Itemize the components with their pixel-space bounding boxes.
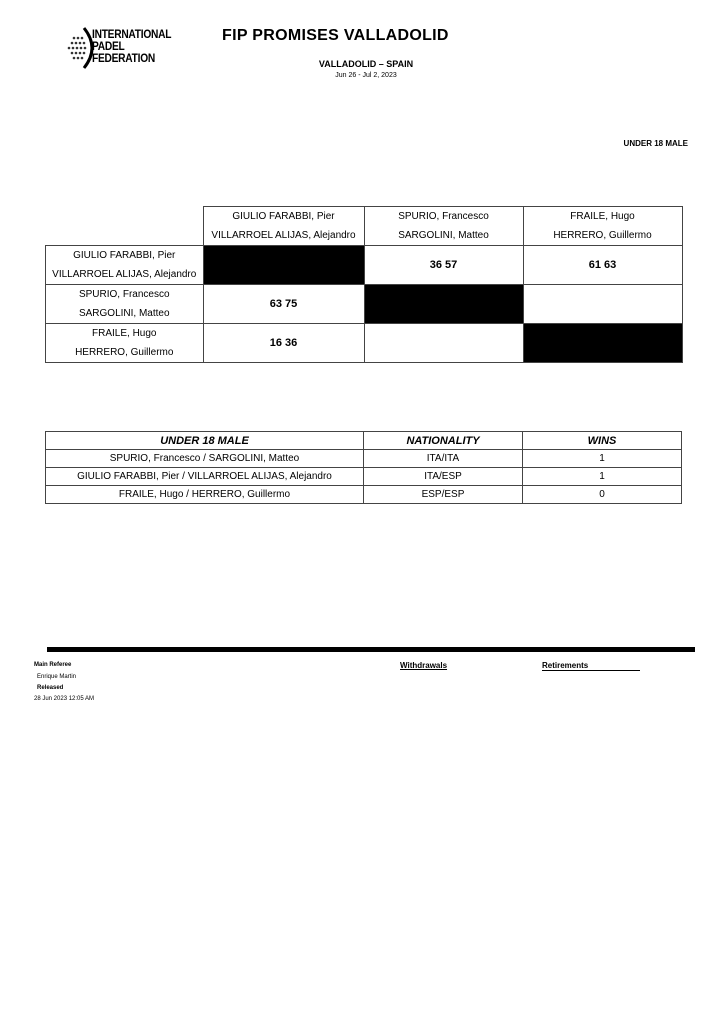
self-cell <box>523 324 682 363</box>
row-team <box>46 246 204 285</box>
score-cell <box>523 285 682 324</box>
wins: 0 <box>523 486 682 504</box>
corner-cell <box>46 207 204 246</box>
standings-table <box>45 431 682 504</box>
wins: 1 <box>523 468 682 486</box>
score-cell: 16 36 <box>203 324 364 363</box>
column-team <box>203 207 364 246</box>
team: GIULIO FARABBI, Pier / VILLARROEL ALIJAS, Alejandro <box>46 468 364 486</box>
referee-name: Enrique Martin <box>37 674 77 680</box>
standings-header <box>46 432 682 450</box>
player: HERRERO, Guillermo <box>75 347 174 358</box>
location: VALLADOLID – SPAIN <box>318 59 414 69</box>
wins: 1 <box>523 450 682 468</box>
score-cell <box>364 324 523 363</box>
org-line: FEDERATION <box>92 51 156 65</box>
dates: Jun 26 - Jul 2, 2023 <box>335 72 397 79</box>
player: FRAILE, Hugo <box>570 211 635 222</box>
team: FRAILE, Hugo / HERRERO, Guillermo <box>46 486 364 504</box>
player: SARGOLINI, Matteo <box>398 230 489 241</box>
nationality: ITA/ITA <box>364 450 523 468</box>
grid-row <box>46 246 683 285</box>
self-cell <box>203 246 364 285</box>
header-wins: WINS <box>523 432 682 450</box>
grid-row <box>46 324 683 363</box>
category-label: UNDER 18 MALE <box>623 139 688 148</box>
nationality: ESP/ESP <box>364 486 523 504</box>
column-team <box>523 207 682 246</box>
row-team <box>46 285 204 324</box>
team: SPURIO, Francesco / SARGOLINI, Matteo <box>46 450 364 468</box>
player: FRAILE, Hugo <box>92 328 157 339</box>
score-cell: 36 57 <box>364 246 523 285</box>
self-cell <box>364 285 523 324</box>
nationality: ITA/ESP <box>364 468 523 486</box>
row-team <box>46 324 204 363</box>
released-time: 28 Jun 2023 12:05 AM <box>34 696 95 702</box>
player: SPURIO, Francesco <box>78 289 170 300</box>
player: SARGOLINI, Matteo <box>78 308 170 319</box>
player: VILLARROEL ALIJAS, Alejandro <box>211 230 356 241</box>
grid-header-row <box>46 207 683 246</box>
header-team: UNDER 18 MALE <box>46 432 364 450</box>
released-label: Released <box>37 685 64 691</box>
column-team <box>364 207 523 246</box>
table-row <box>46 468 682 486</box>
score-cell: 63 75 <box>203 285 364 324</box>
org-line: INTERNATIONAL <box>92 27 172 41</box>
header-nationality: NATIONALITY <box>364 432 523 450</box>
table-row <box>46 486 682 504</box>
score-cell: 61 63 <box>523 246 682 285</box>
tournament-title: FIP PROMISES VALLADOLID <box>222 27 449 44</box>
table-row <box>46 450 682 468</box>
player: GIULIO FARABBI, Pier <box>232 211 335 222</box>
retirements-label: Retirements <box>542 661 640 671</box>
org-line: PADEL <box>92 39 125 53</box>
player: GIULIO FARABBI, Pier <box>73 250 176 261</box>
round-robin-grid <box>45 206 683 363</box>
player: VILLARROEL ALIJAS, Alejandro <box>52 269 197 280</box>
referee-label: Main Referee <box>34 662 72 668</box>
withdrawals-label: Withdrawals <box>400 661 448 670</box>
player: HERRERO, Guillermo <box>553 230 652 241</box>
player: SPURIO, Francesco <box>398 211 489 222</box>
grid-row <box>46 285 683 324</box>
footer-divider <box>47 647 695 652</box>
